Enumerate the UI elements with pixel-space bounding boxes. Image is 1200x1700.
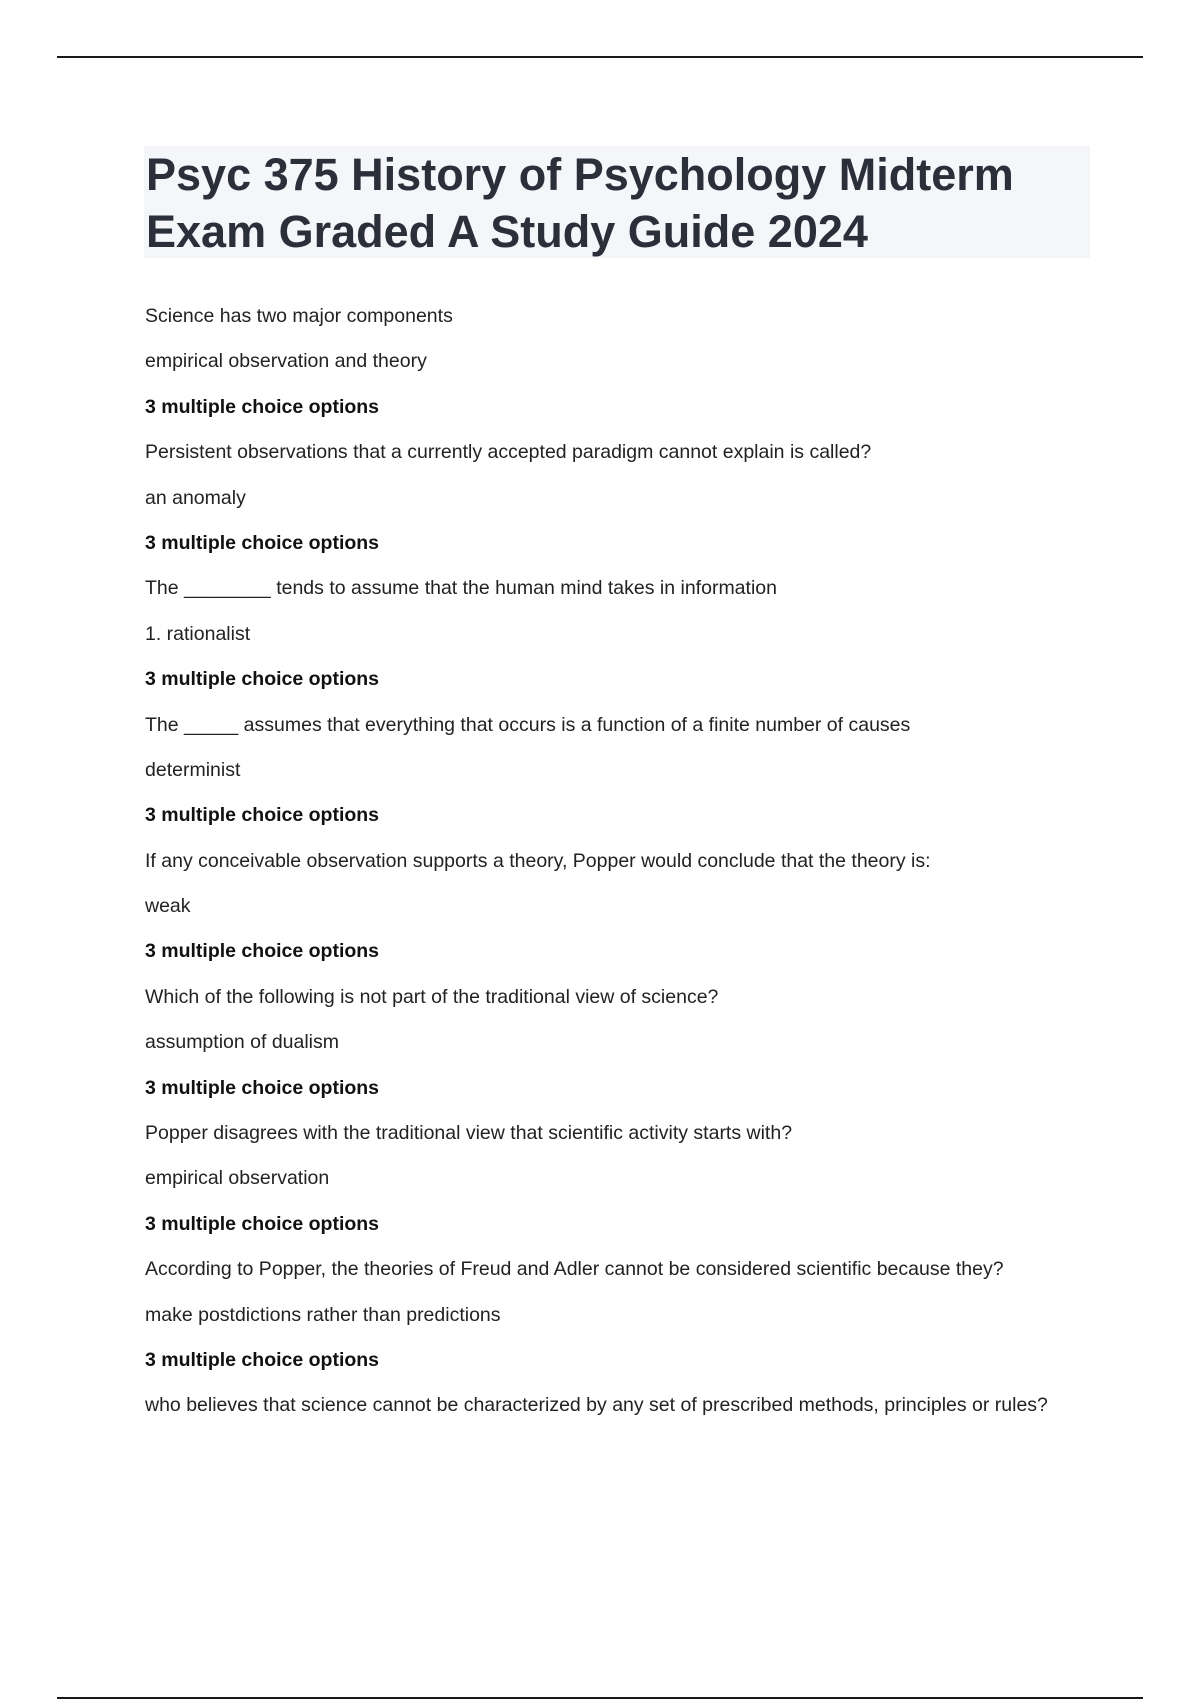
footer-rule xyxy=(57,1697,1143,1699)
text-line: Popper disagrees with the traditional view that scientific activity starts with? xyxy=(145,1122,793,1145)
options-note: 3 multiple choice options xyxy=(145,531,380,554)
text-line: Which of the following is not part of the traditional view of science? xyxy=(145,985,719,1008)
text-line: determinist xyxy=(145,758,241,781)
options-note: 3 multiple choice options xyxy=(145,940,380,963)
options-note: 3 multiple choice options xyxy=(145,668,380,691)
study-guide-content xyxy=(145,303,1105,1438)
text-line: weak xyxy=(145,895,191,918)
text-line: assumption of dualism xyxy=(145,1031,340,1054)
text-line: The _____ assumes that everything that occurs is a function of a finite number of causes xyxy=(145,713,911,736)
options-note: 3 multiple choice options xyxy=(145,1348,380,1371)
options-note: 3 multiple choice options xyxy=(145,395,380,418)
title-line-1: Psyc 375 History of Psychology Midterm xyxy=(146,149,1014,200)
title-line-2: Exam Graded A Study Guide 2024 xyxy=(146,206,868,257)
text-line: an anomaly xyxy=(145,486,246,509)
text-line: The ________ tends to assume that the human mind takes in information xyxy=(145,577,777,600)
options-note: 3 multiple choice options xyxy=(145,804,380,827)
text-line: 1. rationalist xyxy=(145,622,251,645)
text-line: If any conceivable observation supports a theory, Popper would conclude that the theory is: xyxy=(145,849,931,872)
text-line: make postdictions rather than predictions xyxy=(145,1303,501,1326)
text-line: empirical observation and theory xyxy=(145,350,427,373)
options-note: 3 multiple choice options xyxy=(145,1212,380,1235)
page-title xyxy=(146,146,1090,260)
text-line: who believes that science cannot be characterized by any set of prescribed methods, principles or rules? xyxy=(145,1394,1048,1417)
text-line: Persistent observations that a currently accepted paradigm cannot explain is called? xyxy=(145,441,872,464)
text-line: According to Popper, the theories of Freud and Adler cannot be considered scientific because they? xyxy=(145,1258,1004,1281)
text-line: Science has two major components xyxy=(145,305,453,327)
options-note: 3 multiple choice options xyxy=(145,1076,380,1099)
text-line: empirical observation xyxy=(145,1167,330,1190)
header-rule xyxy=(57,56,1143,58)
